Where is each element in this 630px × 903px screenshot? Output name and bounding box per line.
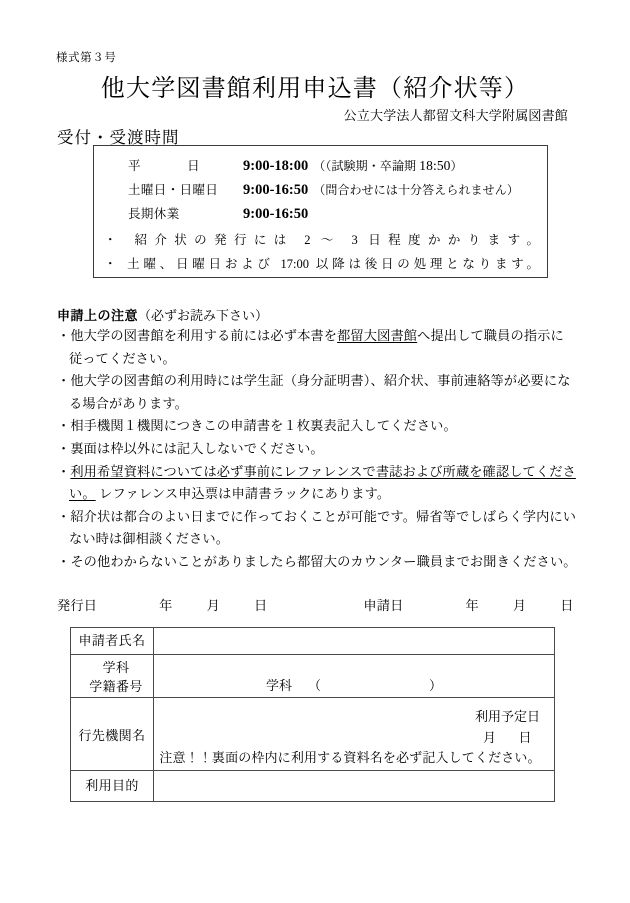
note-text: ・紹介状は都合のよい日までに作っておくことが可能です。帰省等でしばらく学内にいない時は御相談ください。 <box>57 508 577 547</box>
hours-box-bullets <box>104 228 539 276</box>
department-label-line2: 学籍番号 <box>89 679 143 694</box>
note-item <box>57 415 577 438</box>
apply-date-month: 月 <box>512 598 527 613</box>
hours-box-bullet: ・ 土曜、日曜日および 17:00 以降は後日の処理となります。 <box>104 257 539 271</box>
use-date-month: 月 <box>482 730 497 745</box>
department-label <box>71 655 154 698</box>
form-number: 様式第３号 <box>56 52 117 64</box>
destination-field[interactable] <box>154 698 555 771</box>
note-text: ・裏面は枠以外には記入しないでください。 <box>57 440 324 456</box>
apply-date-year: 年 <box>465 598 479 613</box>
department-label-line1: 学科 <box>102 660 130 675</box>
use-date-label: 利用予定日 <box>474 709 540 724</box>
hours-row <box>128 178 519 202</box>
reception-hours-box <box>93 145 548 278</box>
note-item <box>57 551 577 574</box>
caution-text: 注意！！裏面の枠内に利用する資料名を必ず記入してください。 <box>159 750 541 765</box>
hours-time-value: 9:00-18:00 <box>243 158 309 174</box>
hours-row <box>128 154 519 178</box>
hours-table <box>128 154 519 226</box>
table-row <box>71 771 555 802</box>
hours-note-prefix: （（試験期・卒論期 <box>313 159 420 173</box>
purpose-label: 利用目的 <box>71 771 154 802</box>
note-text: ・ <box>57 463 71 479</box>
purpose-field[interactable] <box>154 771 555 802</box>
hours-section-heading: 受付・受渡時間 <box>57 128 180 147</box>
table-row <box>71 628 555 655</box>
applicant-name-field[interactable] <box>154 628 555 655</box>
notes-list <box>57 325 577 574</box>
hours-day-label: 土曜日・日曜日 <box>128 183 219 197</box>
student-id-paren-close: ） <box>429 678 443 693</box>
apply-date-day: 日 <box>560 598 574 613</box>
hours-note <box>313 154 519 178</box>
hours-box-bullet: ・ 紹介状の発行には 2 ～ 3 日程度かかります。 <box>104 233 539 247</box>
issue-date-month: 月 <box>206 598 220 613</box>
note-text: レファレンス申込票は申請書ラックにあります。 <box>95 486 391 502</box>
application-form-body <box>71 628 555 802</box>
hours-row <box>128 202 519 226</box>
hours-time-value: 9:00-16:50 <box>243 206 309 222</box>
issue-date-label: 発行日 <box>57 598 98 613</box>
hours-note <box>313 202 519 226</box>
issuing-organization: 公立大学法人都留文科大学附属図書館 <box>343 108 568 123</box>
use-date-day: 日 <box>518 730 532 745</box>
issue-date-year: 年 <box>159 598 173 613</box>
note-item <box>57 506 577 551</box>
notes-heading-sub: （必ずお読み下さい） <box>138 308 269 323</box>
hours-note-emphasis: 18:50 <box>419 158 451 173</box>
note-text: ・その他わからないことがありましたら都留大のカウンター職員までお聞きください。 <box>57 553 577 569</box>
hours-note: （問合わせには十分答えられません） <box>313 183 519 197</box>
date-line <box>57 595 574 614</box>
apply-date-label: 申請日 <box>363 598 404 613</box>
application-form-table <box>70 627 555 802</box>
hours-day-label <box>128 154 243 178</box>
notes-heading-main: 申請上の注意 <box>57 308 139 323</box>
hours-note-suffix: ） <box>450 159 463 173</box>
issue-date-day: 日 <box>253 598 268 613</box>
hours-day-label: 長期休業 <box>128 207 180 221</box>
notes-heading <box>57 305 268 324</box>
note-item <box>57 438 577 461</box>
department-inline-prompt <box>154 675 554 694</box>
document-title: 他大学図書館利用申込書（紹介状等） <box>100 76 530 102</box>
department-field[interactable] <box>154 655 555 698</box>
department-word: 学科 <box>265 678 292 693</box>
use-date-block <box>475 706 540 748</box>
note-text: ・相手機関１機関につきこの申請書を１枚裏表記入してください。 <box>57 418 457 434</box>
hours-time-value: 9:00-16:50 <box>243 182 309 198</box>
use-date-month-day <box>475 727 540 748</box>
applicant-name-label: 申請者氏名 <box>71 628 154 655</box>
table-row <box>71 655 555 698</box>
note-text-underlined: 利用希望資料については必ず事前にレファレンスで書誌および所蔵を確認してください。 <box>69 463 576 502</box>
note-text: ・他大学の図書館を利用する前には必ず本書を <box>57 328 338 343</box>
note-text: ・他大学の図書館の利用時には学生証（身分証明書）、紹介状、事前連絡等が必要になる場合があります。 <box>57 373 571 411</box>
hours-table-body <box>128 154 519 226</box>
hours-day-text: 平 日 <box>128 159 200 173</box>
destination-label: 行先機関名 <box>71 698 154 771</box>
note-item <box>57 461 577 506</box>
note-text: へ提出して職員の指示に従ってください。 <box>69 328 564 366</box>
student-id-paren-open: （ <box>307 678 321 693</box>
note-text-underlined: 都留大図書館 <box>337 328 418 343</box>
note-item <box>57 325 577 370</box>
note-item <box>57 370 577 415</box>
table-row <box>71 698 555 771</box>
